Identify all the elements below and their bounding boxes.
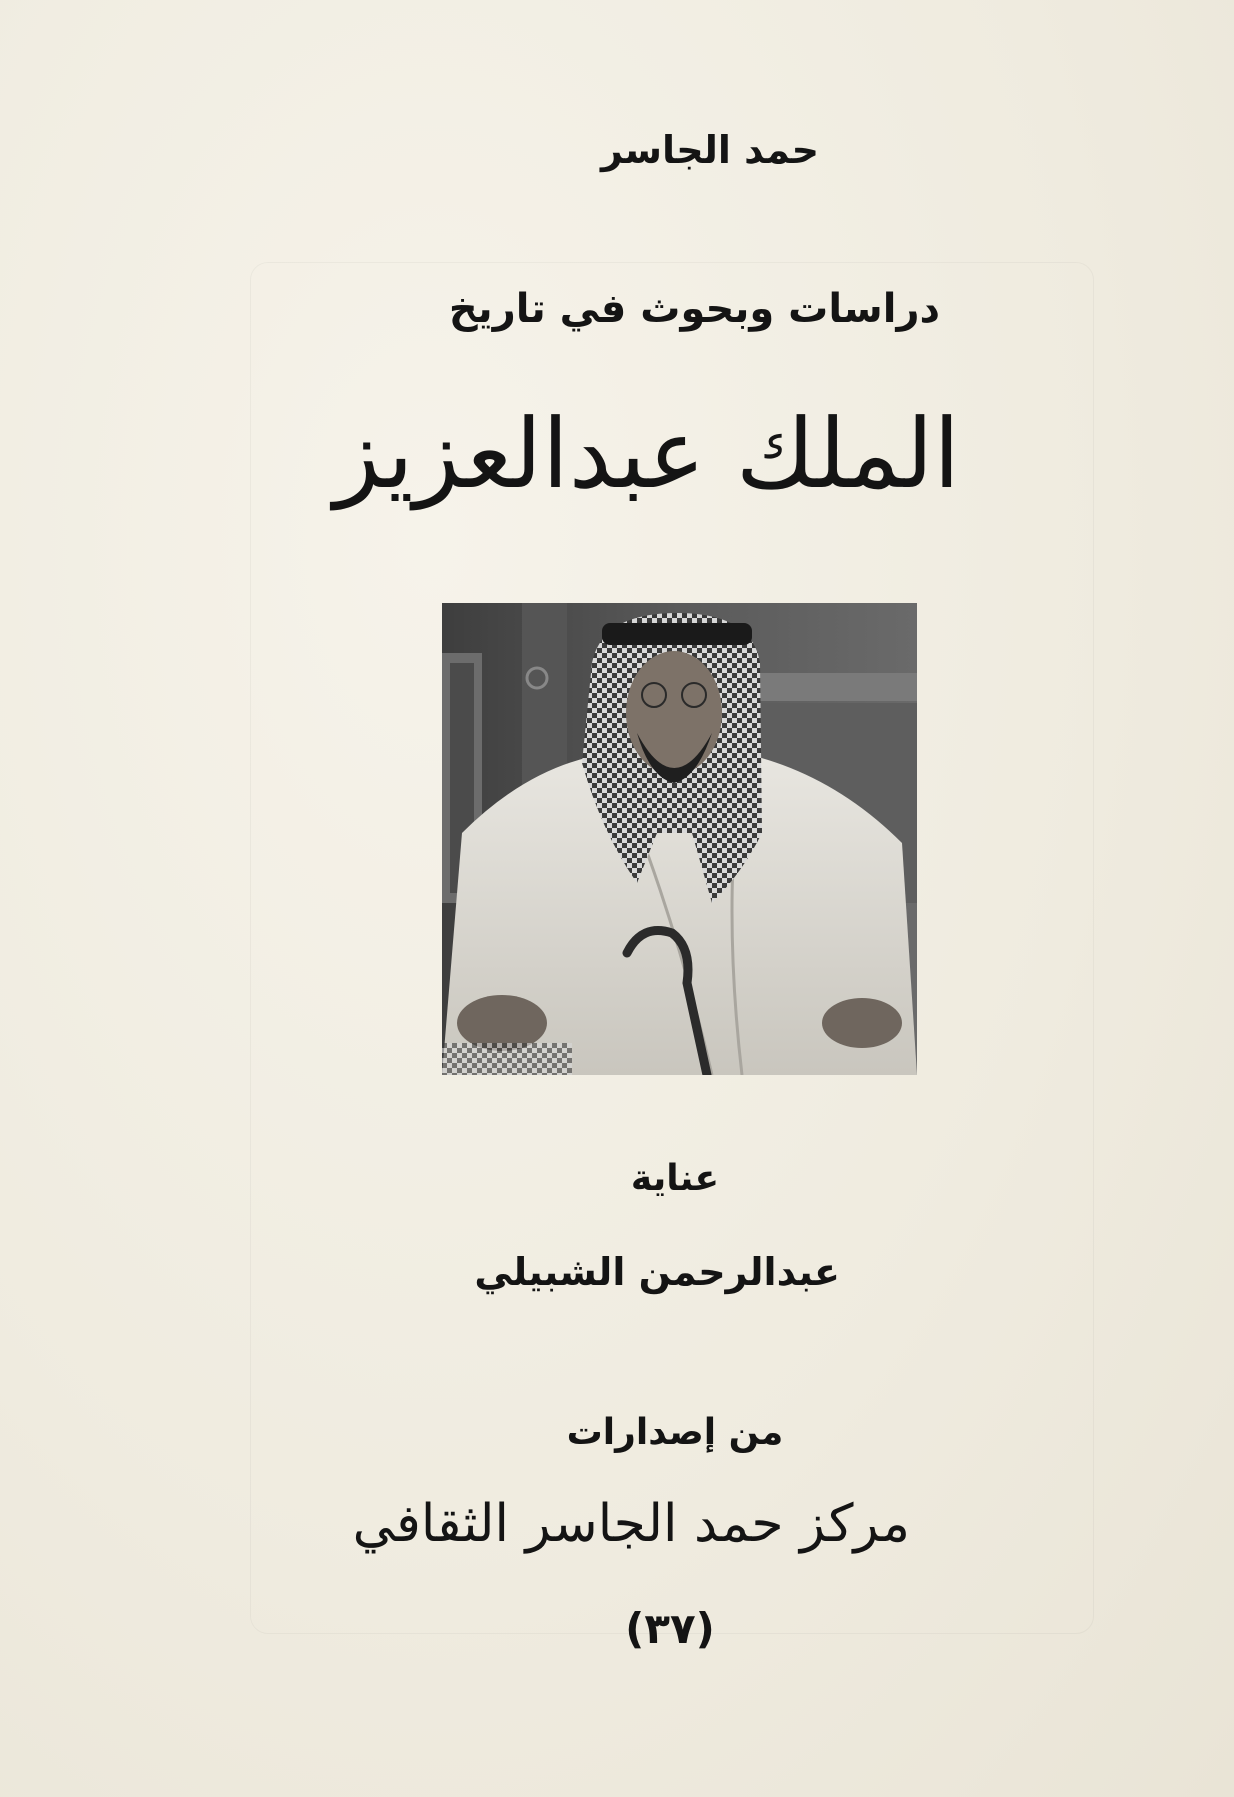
author-name: حمد الجاسر	[601, 128, 819, 172]
book-subtitle: دراسات وبحوث في تاريخ	[448, 286, 940, 332]
book-title: الملك عبدالعزيز	[333, 398, 960, 510]
portrait-photo	[442, 603, 917, 1075]
editor-name: عبدالرحمن الشبيلي	[474, 1250, 840, 1294]
publisher-name: مركز حمد الجاسر الثقافي	[352, 1494, 910, 1554]
series-number: (٣٧)	[625, 1604, 715, 1653]
care-label: عناية	[630, 1158, 720, 1199]
publisher-label: من إصدارات	[566, 1412, 784, 1453]
